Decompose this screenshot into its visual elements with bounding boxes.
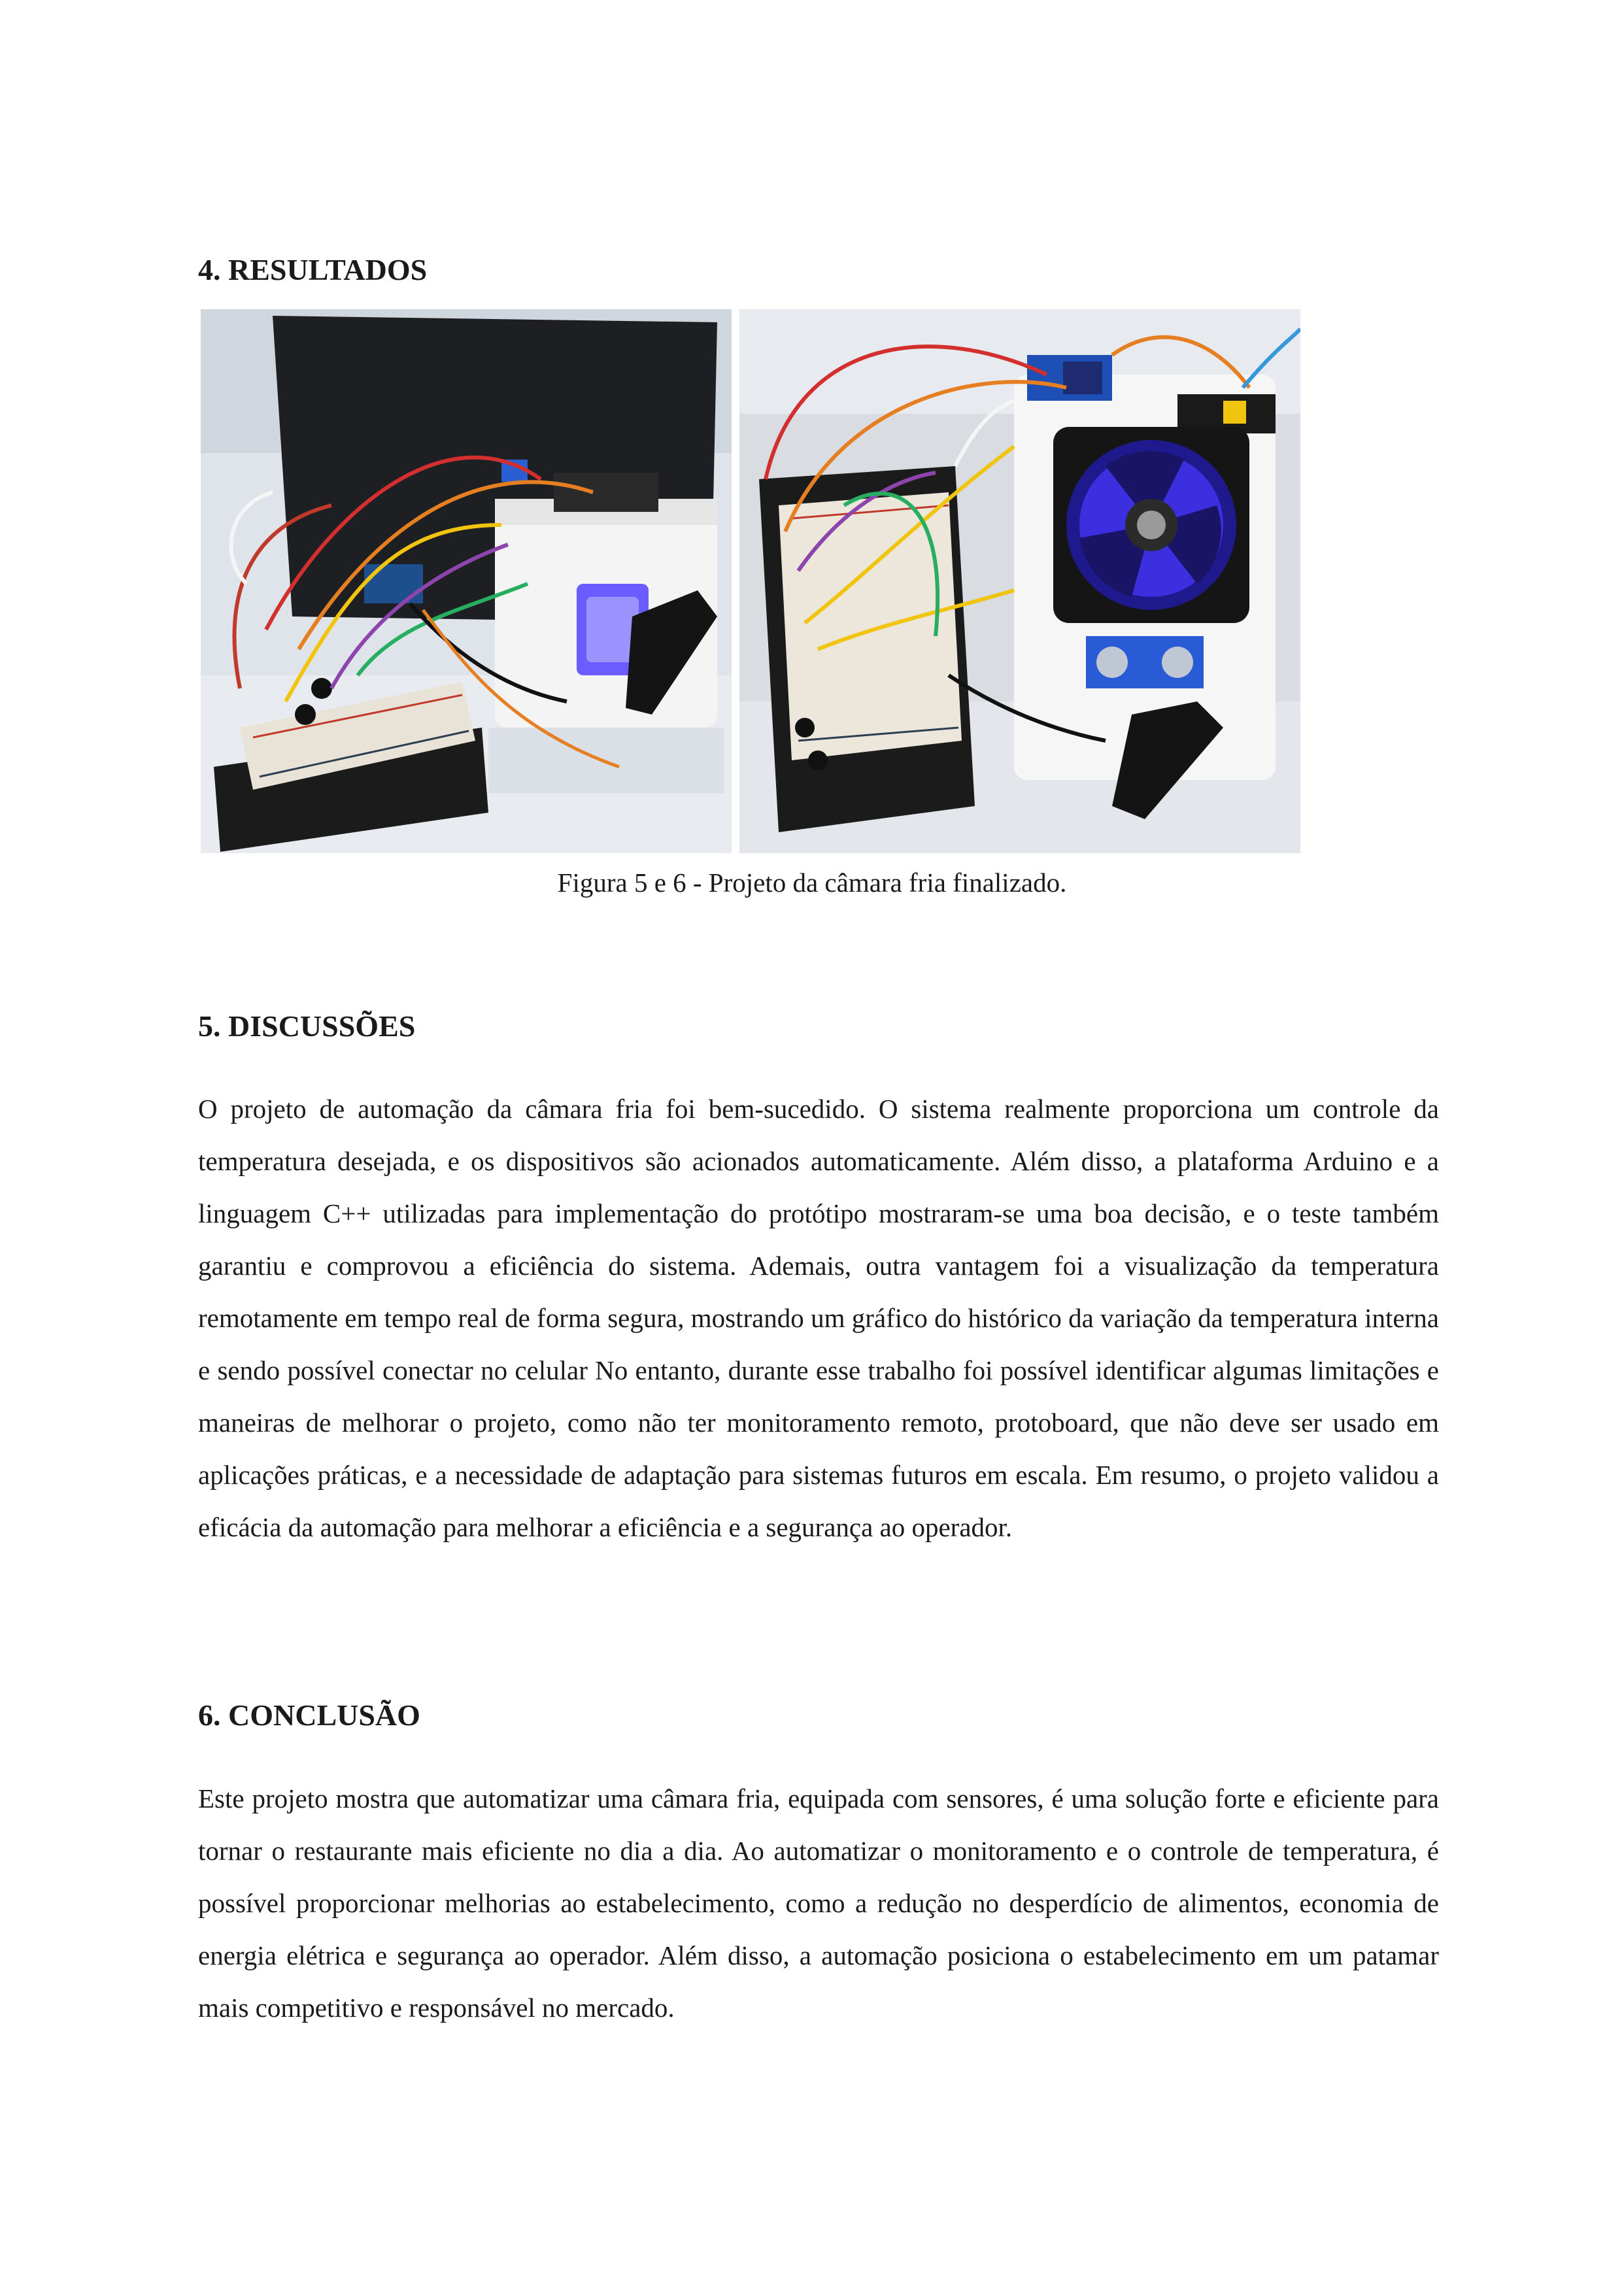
photo-breadboard-prototype	[201, 309, 732, 853]
section-heading-discussion: 5. DISCUSSÕES	[198, 1009, 416, 1043]
conclusion-paragraph: Este projeto mostra que automatizar uma câmara fria, equipada com sensores, é uma solução forte e eficiente para tornar o restaurante mais eficiente no dia a dia. Ao automatizar o monitoramento e o controle de temperatura, é possível proporcionar melhorias ao estabelecimento, como a redução no desperdício de alimentos, economia de energia elétrica e segurança ao operador. Além disso, a automação posiciona o estabelecimento em um patamar mais competitivo e responsável no mercado.	[198, 1783, 1439, 2023]
photo-fan-prototype	[739, 309, 1300, 853]
section-heading-results: 4. RESULTADOS	[198, 253, 428, 286]
figure-group	[201, 309, 1300, 853]
figure-caption: Figura 5 e 6 - Projeto da câmara fria finalizado.	[557, 868, 1067, 898]
discussion-paragraph: O projeto de automação da câmara fria foi bem-sucedido. O sistema realmente proporciona um controle da temperatura desejada, e os dispositivos são acionados automaticamente. Além disso, a plataforma Arduino e a linguagem C++ utilizadas para implementação do protótipo mostraram-se uma boa decisão, e o teste também garantiu e comprovou a eficiência do sistema. Ademais, outra vantagem foi a visualização da temperatura remotamente em tempo real de forma segura, mostrando um gráfico do histórico da variação da temperatura interna e sendo possível conectar no celular No entanto, durante esse trabalho foi possível identificar algumas limitações e maneiras de melhorar o projeto, como não ter monitoramento remoto, protoboard, que não deve ser usado em aplicações práticas, e a necessidade de adaptação para sistemas futuros em escala. Em resumo, o projeto validou a eficácia da automação para melhorar a eficiência e a segurança ao operador.	[198, 1094, 1439, 1542]
section-heading-conclusion: 6. CONCLUSÃO	[198, 1698, 420, 1732]
